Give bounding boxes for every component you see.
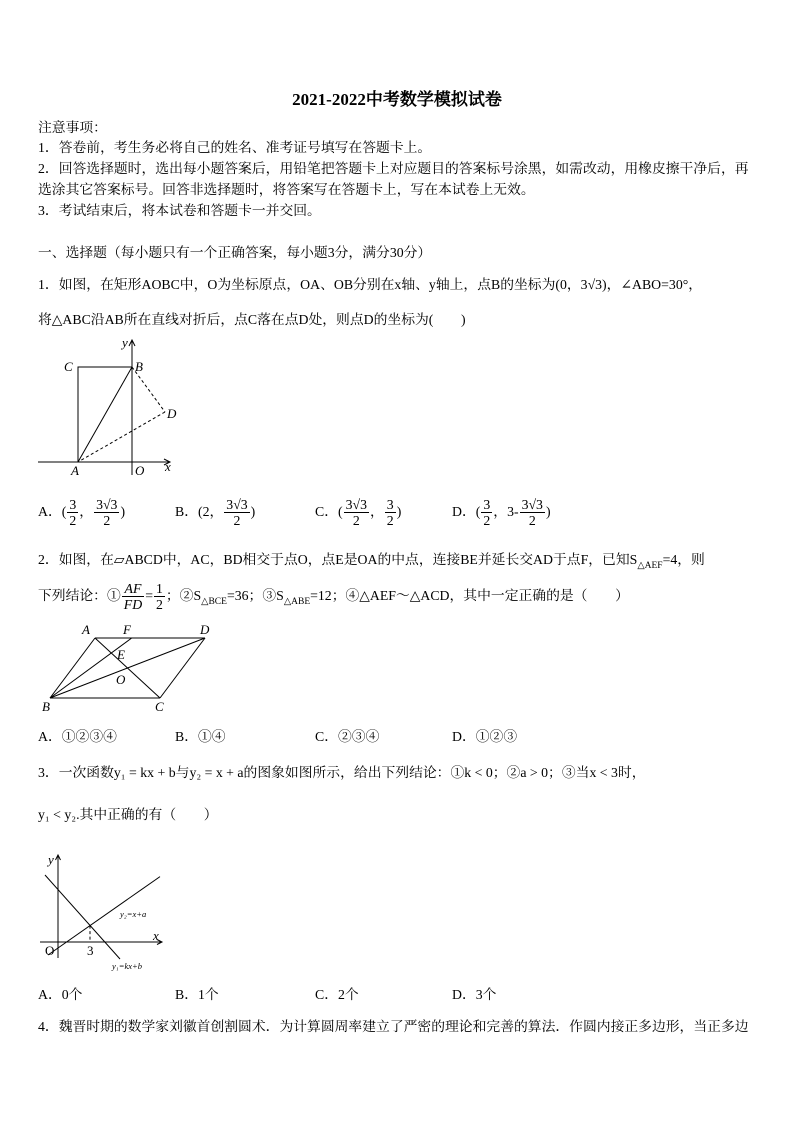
numerator: 1 <box>155 581 163 597</box>
option-label: C． <box>315 504 338 519</box>
exam-title: 2021-2022中考数学模拟试卷 <box>292 90 502 109</box>
denominator: 2 <box>386 513 394 529</box>
numerator: 3 <box>483 497 491 513</box>
notice-line-4: 3．考试结束后，将本试卷和答题卡一并交回。 <box>38 203 321 218</box>
numerator: 3√3 <box>226 497 248 513</box>
option-text: 3个 <box>475 987 497 1002</box>
option-label: C． <box>315 729 338 744</box>
q3-label-x: x <box>153 928 159 943</box>
q2-label-o: O <box>116 672 126 687</box>
option-open: ( <box>338 504 343 519</box>
q1-label-c: C <box>64 359 73 374</box>
q2-figure <box>35 618 220 718</box>
q1-label-d: D <box>167 406 177 421</box>
option-open: (2， <box>198 504 224 519</box>
option-close: ) <box>396 504 402 519</box>
numerator: 3√3 <box>96 497 118 513</box>
denominator: 2 <box>155 597 163 613</box>
denominator: 2 <box>528 513 536 529</box>
option-label: D． <box>452 987 476 1002</box>
q1-label-o: O <box>135 463 145 478</box>
equals-sign: = <box>145 588 153 603</box>
q2-label-e: E <box>117 647 125 662</box>
option-label: B． <box>175 729 198 744</box>
option-label: C． <box>315 987 338 1002</box>
q1-option-a <box>38 495 125 529</box>
fraction <box>224 497 249 528</box>
option-text: ①④ <box>198 729 226 744</box>
notice-line-3: 选涂其它答案标号。回答非选择题时，将答案写在答题卡上，写在本试卷上无效。 <box>38 182 535 197</box>
option-label: A． <box>38 987 62 1002</box>
option-close: ) <box>250 504 256 519</box>
option-label: B． <box>175 987 198 1002</box>
q3-label-3: 3 <box>87 943 94 958</box>
option-separator: ， <box>369 504 384 519</box>
option-separator: ，3- <box>493 504 519 519</box>
q3-label-y1: y₁=kx+b <box>112 961 142 971</box>
area-subscript: △AEF <box>637 561 663 571</box>
q3-label-y: y <box>48 852 54 867</box>
q3-option-c <box>315 985 359 1005</box>
q1-figure <box>30 335 190 480</box>
q2-label-f: F <box>123 622 131 637</box>
area-subscript: △ABE <box>283 597 311 607</box>
denominator: FD <box>123 597 143 613</box>
q2-label-a: A <box>82 622 90 637</box>
option-text: 1个 <box>198 987 219 1002</box>
denominator: 2 <box>103 513 111 529</box>
fraction-af-fd <box>122 581 144 612</box>
numerator: 3√3 <box>345 497 367 513</box>
notice-heading: 注意事项： <box>38 120 107 135</box>
q1-option-b <box>175 495 255 529</box>
denominator: 2 <box>352 513 360 529</box>
q2-line-1 <box>38 550 705 572</box>
q1-label-b: B <box>135 359 143 374</box>
q3-figure <box>35 850 170 975</box>
denominator: 2 <box>233 513 241 529</box>
area-subscript: △BCE <box>201 597 227 607</box>
q1-label-a: A <box>71 463 79 478</box>
option-close: ) <box>545 504 551 519</box>
q2-statement-2: ；②S <box>165 588 202 603</box>
option-text: ①②③④ <box>61 729 117 744</box>
q1-segment-da <box>78 412 165 462</box>
fraction-one-half <box>154 581 165 612</box>
fraction <box>67 497 78 528</box>
q1-label-y: y <box>122 335 128 350</box>
option-label: A． <box>38 504 62 519</box>
q3-line-1: 3．一次函数y₁ = kx + b与y₂ = x + a的图象如图所示，给出下列结论：①k < 0；②a > 0；③当x < 3时， <box>38 765 646 780</box>
q2-statement-4: =12；④△AEF～△ACD，其中一定正确的是（ ） <box>310 588 629 603</box>
notice-line-1: 1．答卷前，考生务必将自己的姓名、准考证号填写在答题卡上。 <box>38 140 432 155</box>
denominator: 2 <box>483 513 491 529</box>
q1-option-d <box>452 495 551 529</box>
option-text: 2个 <box>338 987 359 1002</box>
denominator: 2 <box>69 513 77 529</box>
fraction <box>520 497 545 528</box>
q2-option-c <box>315 727 379 747</box>
option-label: D． <box>452 729 476 744</box>
q4-line-1: 4．魏晋时期的数学家刘徽首创割圆术．为计算圆周率建立了严密的理论和完善的算法．作圆内接正多边形，当正多边 <box>38 1019 749 1034</box>
numerator: 3 <box>69 497 77 513</box>
q2-option-d <box>452 727 517 747</box>
q1-line-1: 1．如图，在矩形AOBC中，O为坐标原点，OA、OB分别在x轴、y轴上，点B的坐标为(0，3√3)，∠ABO=30°， <box>38 277 703 292</box>
numerator: 3√3 <box>521 497 543 513</box>
q3-label-y2: y₂=x+a <box>120 909 147 919</box>
q3-label-o: O <box>45 943 55 958</box>
option-label: B． <box>175 504 198 519</box>
option-text: ①②③ <box>475 729 518 744</box>
q2-option-a <box>38 727 117 747</box>
q1-option-c <box>315 495 401 529</box>
notice-line-2: 2．回答选择题时，选出每小题答案后，用铅笔把答题卡上对应题目的答案标号涂黑，如需改动，用橡皮擦干净后，再 <box>38 161 749 176</box>
q3-option-a <box>38 985 82 1005</box>
numerator: 3 <box>386 497 394 513</box>
option-text: ②③④ <box>338 729 380 744</box>
q3-option-b <box>175 985 219 1005</box>
q2-label-c: C <box>155 699 164 714</box>
option-open: ( <box>475 504 481 519</box>
section-heading: 一、选择题（每小题只有一个正确答案，每小题3分，满分30分） <box>38 245 432 260</box>
q1-label-x: x <box>165 459 171 474</box>
q2-line-1-text: 2．如图，在▱ABCD中，AC，BD相交于点O，点E是OA的中点，连接BE并延长交AD于点F，已知S <box>38 552 638 567</box>
option-close: ) <box>120 504 126 519</box>
q2-diagonal-bd <box>50 638 205 698</box>
q2-option-b <box>175 727 226 747</box>
option-label: D． <box>452 504 476 519</box>
q1-segment-ab <box>78 367 132 462</box>
q2-statements-start: 下列结论：① <box>38 588 121 603</box>
option-open: ( <box>61 504 67 519</box>
option-label: A． <box>38 729 62 744</box>
q2-label-b: B <box>42 699 50 714</box>
q2-label-d: D <box>200 622 210 637</box>
numerator: AF <box>122 581 144 597</box>
q2-line-1-end: =4，则 <box>662 552 705 567</box>
fraction <box>481 497 492 528</box>
fraction <box>385 497 396 528</box>
q2-line-2 <box>38 579 629 615</box>
q3-option-d <box>452 985 496 1005</box>
option-separator: ， <box>79 504 94 519</box>
q1-line-2: 将△ABC沿AB所在直线对折后，点C落在点D处，则点D的坐标为( ) <box>38 312 466 327</box>
fraction <box>344 497 369 528</box>
fraction <box>94 497 119 528</box>
q3-line-y1 <box>45 875 120 959</box>
q2-statement-3: =36；③S <box>226 588 284 603</box>
q3-line-2: y₁ < y₂.其中正确的有（ ） <box>38 807 218 822</box>
option-text: 0个 <box>61 987 83 1002</box>
